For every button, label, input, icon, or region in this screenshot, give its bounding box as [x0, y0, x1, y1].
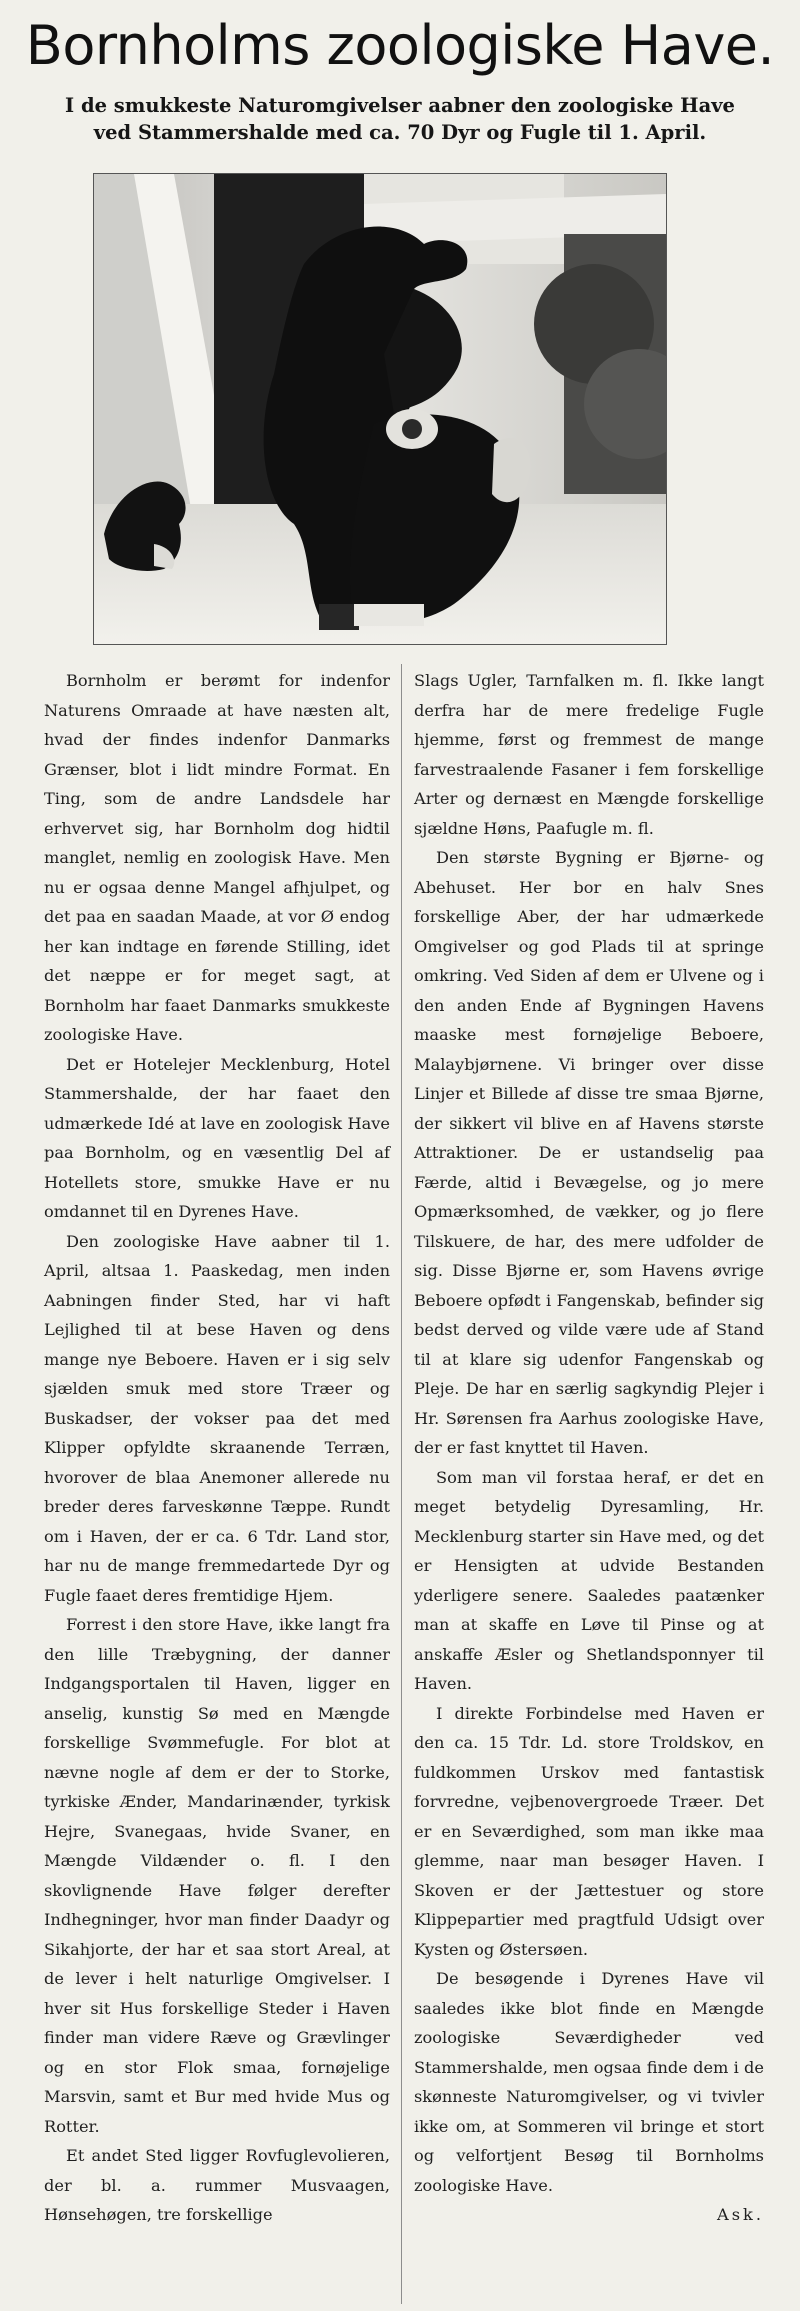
author-signature: Ask.: [717, 2205, 764, 2224]
photo-image: [94, 174, 666, 644]
bear-photograph: [93, 173, 667, 645]
column-divider: [401, 664, 402, 2304]
article-headline: Bornholms zoologiske Have.: [25, 14, 775, 77]
paragraph: I direkte Forbindelse med Haven er den ca. 15 Tdr. Ld. store Troldskov, en fuldkommen Urskov med fantastisk forvredne, vejbenovergroede Træer. Det er en Seværdighed, som man ikke maa glemme, naar man besøger Haven. I Skoven er der Jættestuer og store Klippepartier med pragtfuld Udsigt over Kysten og Østersøen.: [414, 1703, 764, 1959]
paragraph: Det er Hotelejer Mecklenburg, Hotel Stammershalde, der har faaet den udmærkede Idé at lave en zoologisk Have paa Bornholm, og en væsentlig Del af Hotellets store, smukke Have er nu omdannet til en Dyrenes Have.: [44, 1054, 390, 1221]
article-subhead: [0, 92, 800, 146]
paragraph: Forrest i den store Have, ikke langt fra den lille Træbygning, der danner Indgangsportalen til Haven, ligger en anselig, kunstig Sø med en Mængde forskellige Svømmefugle. For blot at nævne nogle af dem er der to Storke, tyrkiske Ænder, Mandarinænder, tyrkisk Hejre, Svanegaas, hvide Svaner, en Mængde Vildænder o. fl. I den skovlignende Have følger derefter Indhegninger, hvor man finder Daadyr og Sikahjorte, der har et saa stort Areal, at de lever i helt naturlige Omgivelser. I hver sit Hus forskellige Steder i Haven finder man videre Ræve og Grævlinger og en stor Flok smaa, fornøjelige Marsvin, samt et Bur med hvide Mus og Rotter.: [44, 1615, 390, 2136]
paragraph: Som man vil forstaa heraf, er det en meget betydelig Dyresamling, Hr. Mecklenburg starter sin Have med, og det er Hensigten at udvide Bestanden yderligere senere. Saaledes paatænker man at skaffe en Løve til Pinse og at anskaffe Æsler og Shetlandsponnyer til Haven.: [414, 1467, 764, 1693]
subhead-line-1: I de smukkeste Naturomgivelser aabner den zoologiske Have: [65, 94, 735, 117]
right-column: [414, 666, 764, 2230]
paragraph: Slags Ugler, Tarnfalken m. fl. Ikke langt derfra har de mere fredelige Fugle hjemme, først og fremmest de mange farvestraalende Fasaner i fem forskellige Arter og dernæst en Mængde forskellige sjældne Høns, Paafugle m. fl.: [414, 671, 764, 838]
paragraph: Den zoologiske Have aabner til 1. April, altsaa 1. Paaskedag, men inden Aabningen finder Sted, har vi haft Lejlighed til at bese Haven og dens mange nye Beboere. Haven er i sig selv sjælden smuk med store Træer og Buskadser, der vokser paa det med Klipper opfyldte skraanende Terræn, hvorover de blaa Anemoner allerede nu breder deres farveskønne Tæppe. Rundt om i Haven, der er ca. 6 Tdr. Land stor, har nu de mange fremmedartede Dyr og Fugle faaet deres fremtidige Hjem.: [44, 1231, 390, 1605]
left-column: [44, 666, 390, 2230]
paragraph: Den største Bygning er Bjørne- og Abehuset. Her bor en halv Snes forskellige Aber, der har udmærkede Omgivelser og god Plads til at springe omkring. Ved Siden af dem er Ulvene og i den anden Ende af Bygningen Havens maaske mest fornøjelige Beboere, Malaybjørnene. Vi bringer over disse Linjer et Billede af disse tre smaa Bjørne, der sikkert vil blive en af Havens største Attraktioner. De er ustandselig paa Færde, altid i Bevægelse, og jo mere Opmærksomhed, de vækker, og jo flere Tilskuere, de har, des mere udfolder de sig. Disse Bjørne er, som Havens øvrige Beboere opfødt i Fangenskab, befinder sig bedst derved og vilde være ude af Stand til at klare sig udenfor Fangenskab og Pleje. De har en særlig sagkyndig Plejer i Hr. Sørensen fra Aarhus zoologiske Have, der er fast knyttet til Haven.: [414, 848, 764, 1457]
subhead-line-2: ved Stammershalde med ca. 70 Dyr og Fugle til 1. April.: [93, 121, 707, 144]
paragraph: Et andet Sted ligger Rovfuglevolieren, der bl. a. rummer Musvaagen, Hønsehøgen, tre forskellige: [44, 2146, 390, 2224]
paragraph: Bornholm er berømt for indenfor Naturens Omraade at have næsten alt, hvad der findes indenfor Danmarks Grænser, blot i lidt mindre Format. En Ting, som de andre Landsdele har erhvervet sig, har Bornholm dog hidtil manglet, nemlig en zoologisk Have. Men nu er ogsaa denne Mangel afhjulpet, og det paa en saadan Maade, at vor Ø endog her kan indtage en førende Stilling, idet det næppe er for meget sagt, at Bornholm har faaet Danmarks smukkeste zoologiske Have.: [44, 671, 390, 1044]
paragraph: De besøgende i Dyrenes Have vil saaledes ikke blot finde en Mængde zoologiske Seværdigheder ved Stammershalde, men ogsaa finde dem i de skønneste Naturomgivelser, og vi tvivler ikke om, at Sommeren vil bringe et stort og velfortjent Besøg til Bornholms zoologiske Have.: [414, 1969, 764, 2195]
